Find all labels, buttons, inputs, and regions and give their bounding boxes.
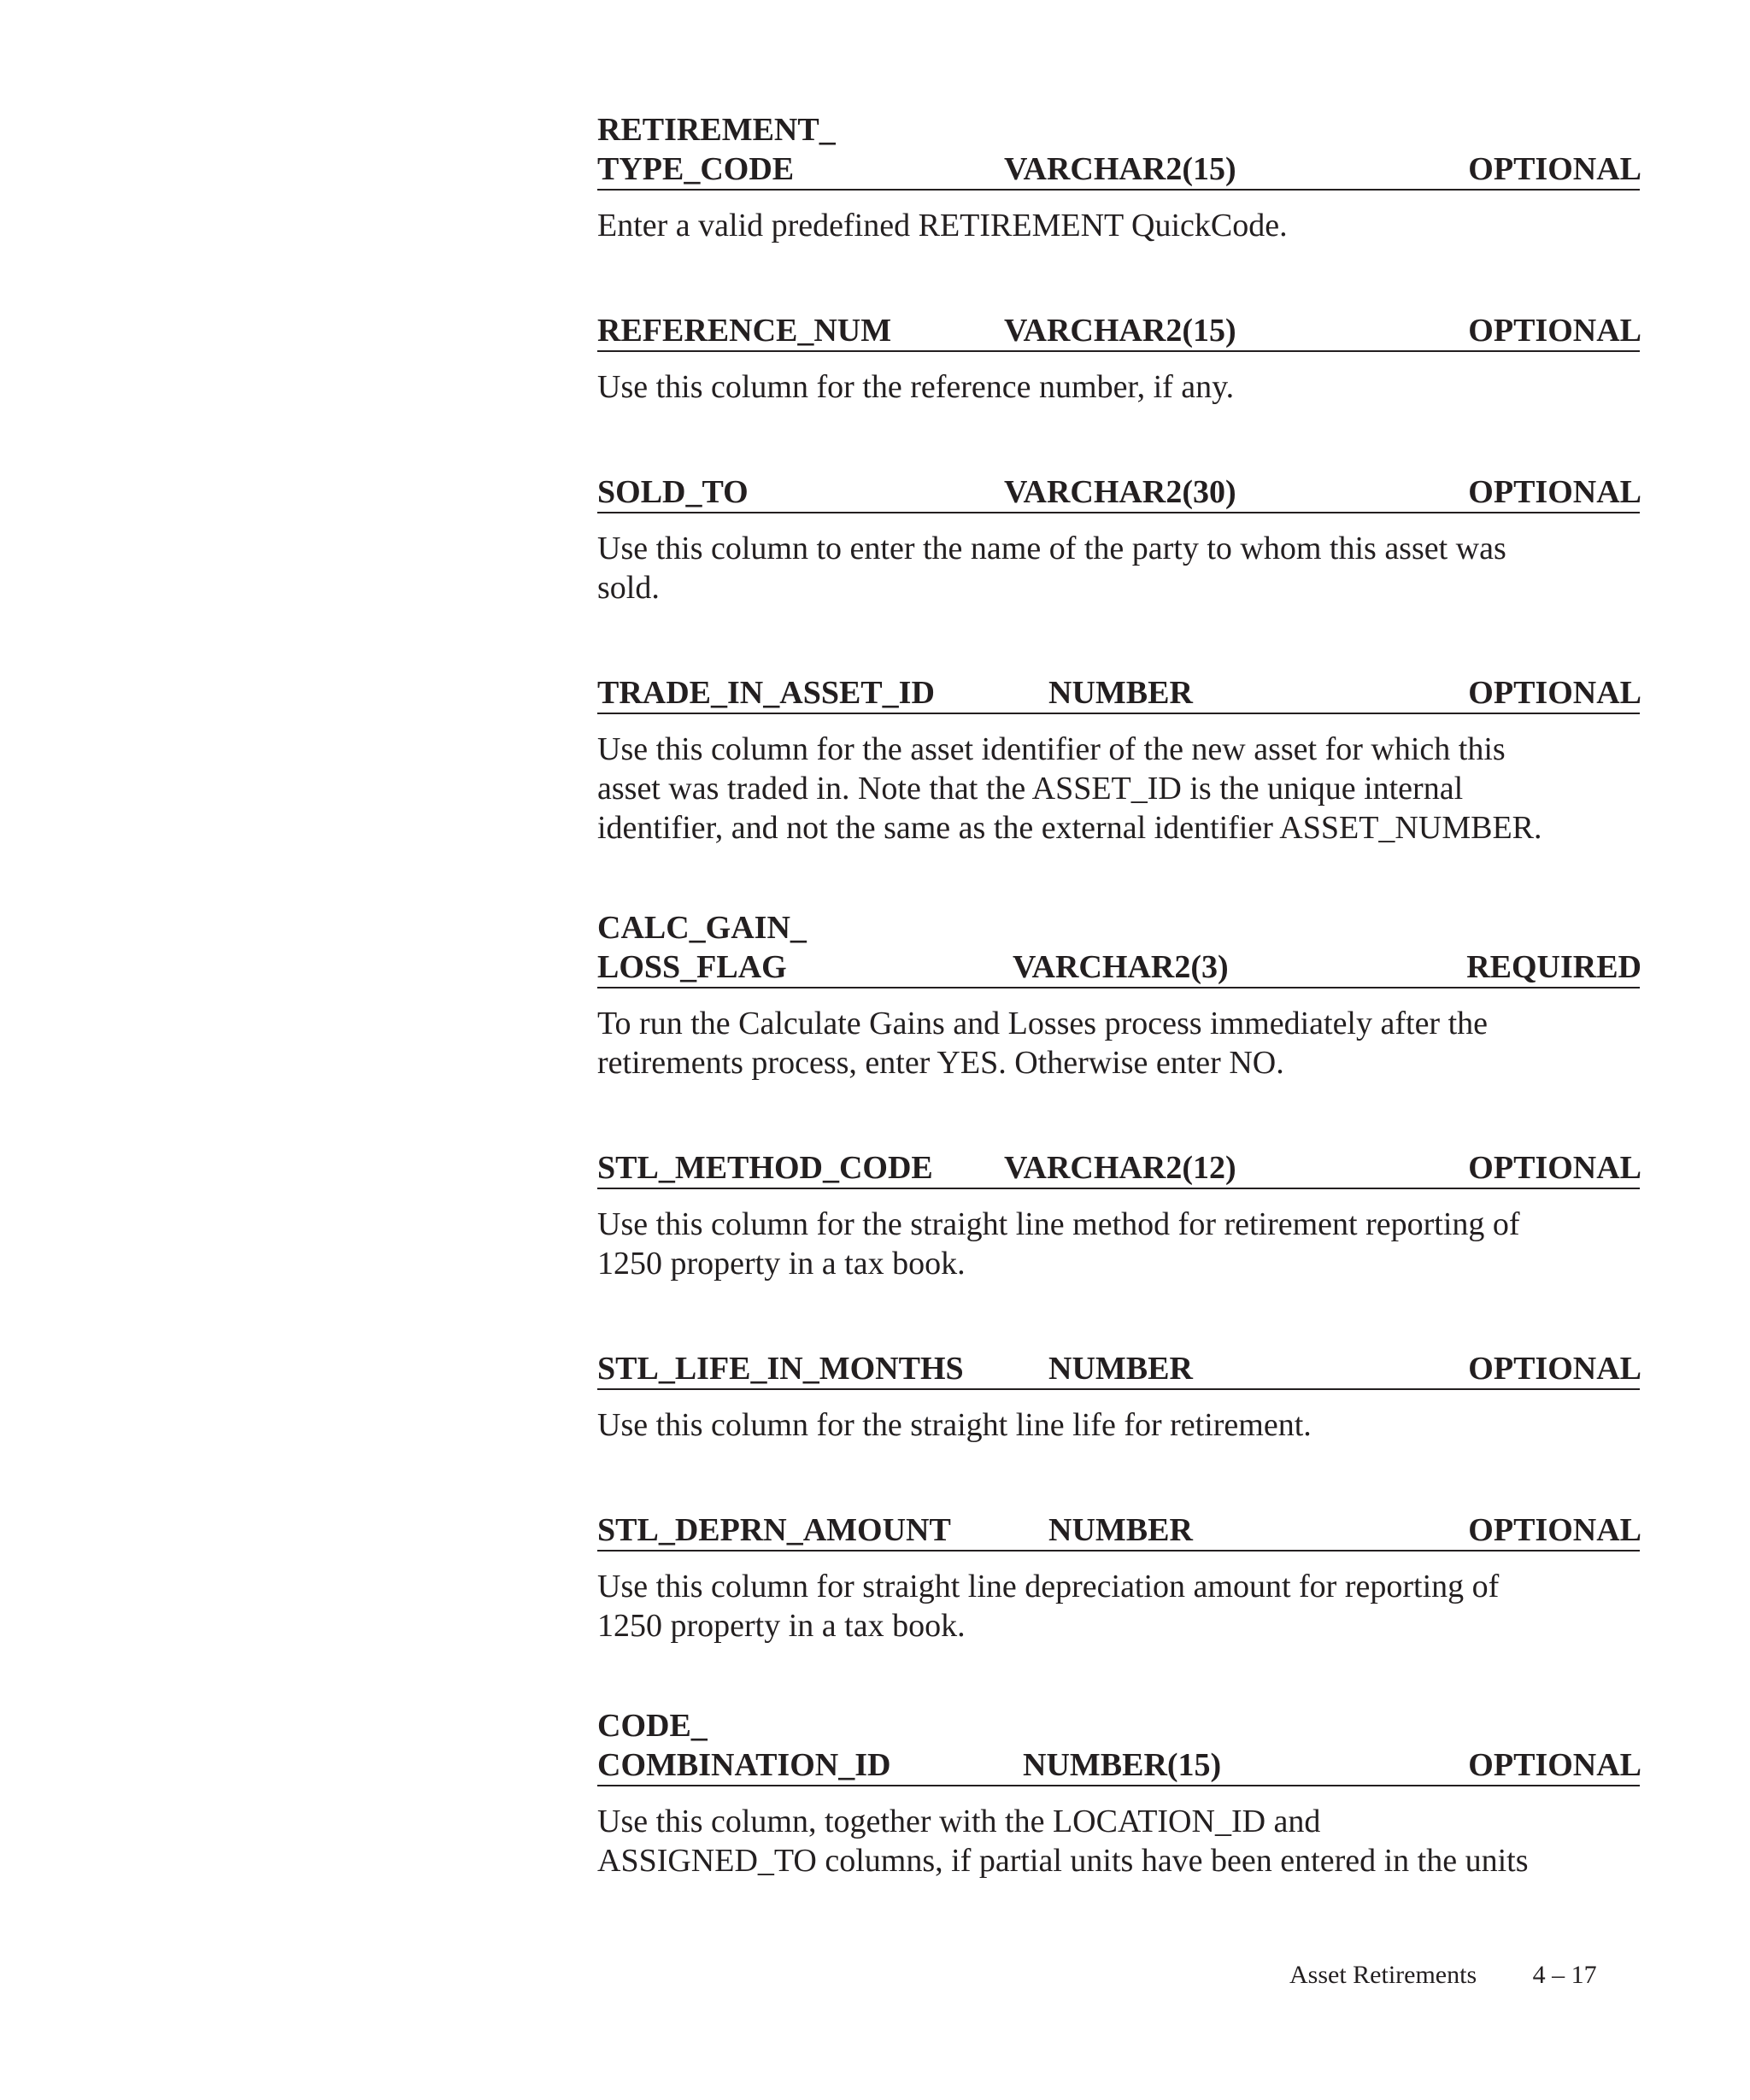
field-stl-method-code (597, 1140, 1640, 1283)
field-header (597, 107, 1640, 191)
column-name: STL_LIFE_IN_MONTHS (597, 1351, 964, 1387)
field-calc-gain-loss-flag (597, 905, 1640, 1082)
field-sold-to (597, 464, 1640, 607)
column-requirement: OPTIONAL (1468, 1150, 1641, 1186)
column-datatype: VARCHAR2(12) (1004, 1150, 1236, 1186)
column-datatype: VARCHAR2(15) (1004, 313, 1236, 349)
field-header (597, 1703, 1640, 1786)
column-datatype: NUMBER (1048, 1351, 1193, 1387)
column-name: REFERENCE_NUM (597, 313, 892, 349)
column-name: STL_DEPRN_AMOUNT (597, 1512, 951, 1548)
column-description: Use this column to enter the name of the party to whom this asset was sold. (597, 531, 1506, 606)
page-number: 4 – 17 (1532, 1961, 1597, 1989)
field-header (597, 302, 1640, 352)
column-requirement: OPTIONAL (1468, 313, 1641, 349)
field-header (597, 1502, 1640, 1552)
column-name: SOLD_TO (597, 474, 749, 510)
column-description: Use this column for the asset identifier of the new asset for which this asset was traded in. Note that the ASSET_ID is the unique internal identifier, and not the same as the external identifier ASSET_NUMBER. (597, 731, 1542, 846)
column-requirement: OPTIONAL (1468, 1747, 1641, 1783)
column-definitions (597, 107, 1640, 1938)
field-header (597, 464, 1640, 513)
column-description: Use this column for straight line depreciation amount for reporting of 1250 property in a tax book. (597, 1569, 1500, 1644)
column-requirement: OPTIONAL (1468, 1351, 1641, 1387)
field-code-combination-id (597, 1703, 1640, 1880)
column-requirement: OPTIONAL (1468, 1512, 1641, 1548)
column-datatype: NUMBER (1048, 1512, 1193, 1548)
field-header (597, 1340, 1640, 1390)
column-datatype: VARCHAR2(30) (1004, 474, 1236, 510)
column-datatype: VARCHAR2(3) (1013, 949, 1229, 985)
column-description: Use this column for the straight line life for retirement. (597, 1407, 1312, 1443)
column-description: Use this column, together with the LOCATION_ID and ASSIGNED_TO columns, if partial units have been entered in the units (597, 1804, 1529, 1879)
field-retirement-type-code (597, 107, 1640, 245)
field-header (597, 905, 1640, 988)
column-name: STL_METHOD_CODE (597, 1150, 933, 1186)
column-name: RETIREMENT_ TYPE_CODE (597, 112, 836, 187)
field-stl-deprn-amount (597, 1502, 1640, 1645)
column-name: CODE_ COMBINATION_ID (597, 1708, 891, 1783)
column-requirement: OPTIONAL (1468, 474, 1641, 510)
column-requirement: OPTIONAL (1468, 675, 1641, 711)
column-requirement: OPTIONAL (1468, 151, 1641, 187)
column-description: To run the Calculate Gains and Losses process immediately after the retirements process, enter YES. Otherwise enter NO. (597, 1006, 1489, 1081)
column-description: Enter a valid predefined RETIREMENT QuickCode. (597, 208, 1288, 243)
page-footer (1289, 1960, 1597, 1991)
column-datatype: NUMBER (1048, 675, 1193, 711)
column-name: TRADE_IN_ASSET_ID (597, 675, 935, 711)
column-description: Use this column for the reference number, if any. (597, 369, 1235, 405)
footer-section-title: Asset Retirements (1289, 1961, 1477, 1989)
field-header (597, 1140, 1640, 1189)
field-trade-in-asset-id (597, 665, 1640, 848)
field-header (597, 665, 1640, 714)
column-datatype: VARCHAR2(15) (1004, 151, 1236, 187)
column-datatype: NUMBER(15) (1023, 1747, 1222, 1783)
field-stl-life-in-months (597, 1340, 1640, 1445)
column-name: CALC_GAIN_ LOSS_FLAG (597, 910, 807, 985)
column-requirement: REQUIRED (1466, 949, 1641, 985)
column-description: Use this column for the straight line method for retirement reporting of 1250 property in a tax book. (597, 1206, 1520, 1282)
field-reference-num (597, 302, 1640, 407)
